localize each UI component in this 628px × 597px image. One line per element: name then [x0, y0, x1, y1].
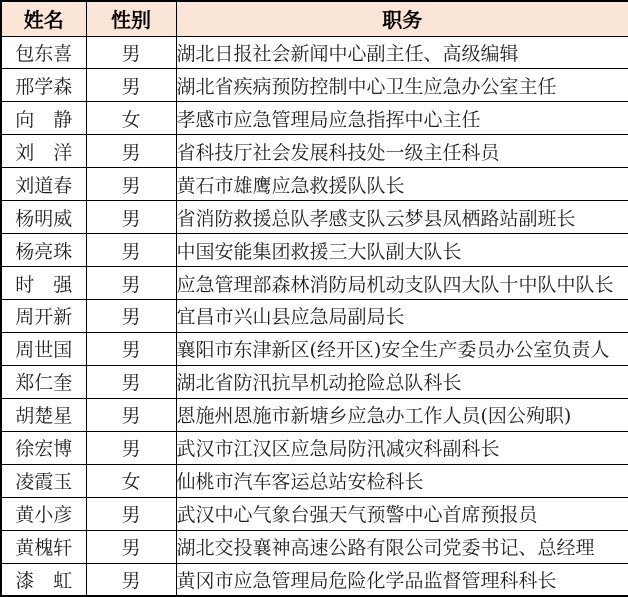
table-row [1, 497, 628, 530]
position-cell: 省科技厅社会发展科技处一级主任科员 [176, 135, 628, 168]
name-cell: 刘道春 [1, 168, 86, 201]
table-row [1, 69, 628, 102]
name-cell: 周世国 [1, 332, 86, 365]
name-cell: 邢学森 [1, 69, 86, 102]
gender-cell: 男 [86, 431, 176, 464]
position-cell: 黄冈市应急管理局危险化学品监督管理科科长 [176, 563, 628, 596]
position-cell: 湖北省疾病预防控制中心卫生应急办公室主任 [176, 69, 628, 102]
table-row [1, 563, 628, 596]
gender-cell: 男 [86, 36, 176, 69]
header-cell-name: 姓名 [1, 1, 86, 36]
gender-cell: 男 [86, 530, 176, 563]
name-cell: 杨明威 [1, 201, 86, 234]
gender-cell: 男 [86, 563, 176, 596]
position-cell: 恩施州恩施市新塘乡应急办工作人员(因公殉职) [176, 398, 628, 431]
gender-cell: 男 [86, 135, 176, 168]
header-row [1, 1, 628, 36]
gender-cell: 男 [86, 365, 176, 398]
gender-cell: 男 [86, 234, 176, 267]
position-cell: 孝感市应急管理局应急指挥中心主任 [176, 102, 628, 135]
table-row [1, 530, 628, 563]
header-cell-gender: 性别 [86, 1, 176, 36]
gender-cell: 男 [86, 168, 176, 201]
position-cell: 宜昌市兴山县应急局副局长 [176, 300, 628, 333]
position-cell: 中国安能集团救援三大队副大队长 [176, 234, 628, 267]
gender-cell: 男 [86, 300, 176, 333]
name-cell: 向 静 [1, 102, 86, 135]
gender-cell: 女 [86, 464, 176, 497]
name-cell: 黄小彦 [1, 497, 86, 530]
table-row [1, 365, 628, 398]
position-cell: 襄阳市东津新区(经开区)安全生产委员办公室负责人 [176, 332, 628, 365]
table-row [1, 102, 628, 135]
gender-cell: 男 [86, 69, 176, 102]
table-row [1, 332, 628, 365]
table-row [1, 300, 628, 333]
gender-cell: 女 [86, 102, 176, 135]
position-cell: 省消防救援总队孝感支队云梦县凤栖路站副班长 [176, 201, 628, 234]
table-row [1, 201, 628, 234]
table-row [1, 36, 628, 69]
name-cell: 郑仁奎 [1, 365, 86, 398]
position-cell: 湖北日报社会新闻中心副主任、高级编辑 [176, 36, 628, 69]
name-cell: 漆 虹 [1, 563, 86, 596]
position-cell: 黄石市雄鹰应急救援队队长 [176, 168, 628, 201]
name-cell: 黄槐轩 [1, 530, 86, 563]
table-header [1, 1, 628, 36]
table-row [1, 464, 628, 497]
table-row [1, 168, 628, 201]
name-cell: 杨亮珠 [1, 234, 86, 267]
name-cell: 胡楚星 [1, 398, 86, 431]
table-row [1, 267, 628, 300]
name-cell: 时 强 [1, 267, 86, 300]
position-cell: 武汉市江汉区应急局防汛减灾科副科长 [176, 431, 628, 464]
gender-cell: 男 [86, 332, 176, 365]
name-cell: 包东喜 [1, 36, 86, 69]
header-cell-position: 职务 [176, 1, 628, 36]
position-cell: 湖北省防汛抗旱机动抢险总队科长 [176, 365, 628, 398]
position-cell: 应急管理部森林消防局机动支队四大队十中队中队长 [176, 267, 628, 300]
table-row [1, 135, 628, 168]
table-row [1, 234, 628, 267]
name-cell: 刘 洋 [1, 135, 86, 168]
table-body [1, 36, 628, 596]
table-row [1, 431, 628, 464]
name-cell: 周开新 [1, 300, 86, 333]
gender-cell: 男 [86, 267, 176, 300]
name-cell: 凌霞玉 [1, 464, 86, 497]
gender-cell: 男 [86, 201, 176, 234]
gender-cell: 男 [86, 398, 176, 431]
gender-cell: 男 [86, 497, 176, 530]
position-cell: 武汉中心气象台强天气预警中心首席预报员 [176, 497, 628, 530]
position-cell: 仙桃市汽车客运总站安检科长 [176, 464, 628, 497]
table-row [1, 398, 628, 431]
position-cell: 湖北交投襄神高速公路有限公司党委书记、总经理 [176, 530, 628, 563]
name-cell: 徐宏博 [1, 431, 86, 464]
